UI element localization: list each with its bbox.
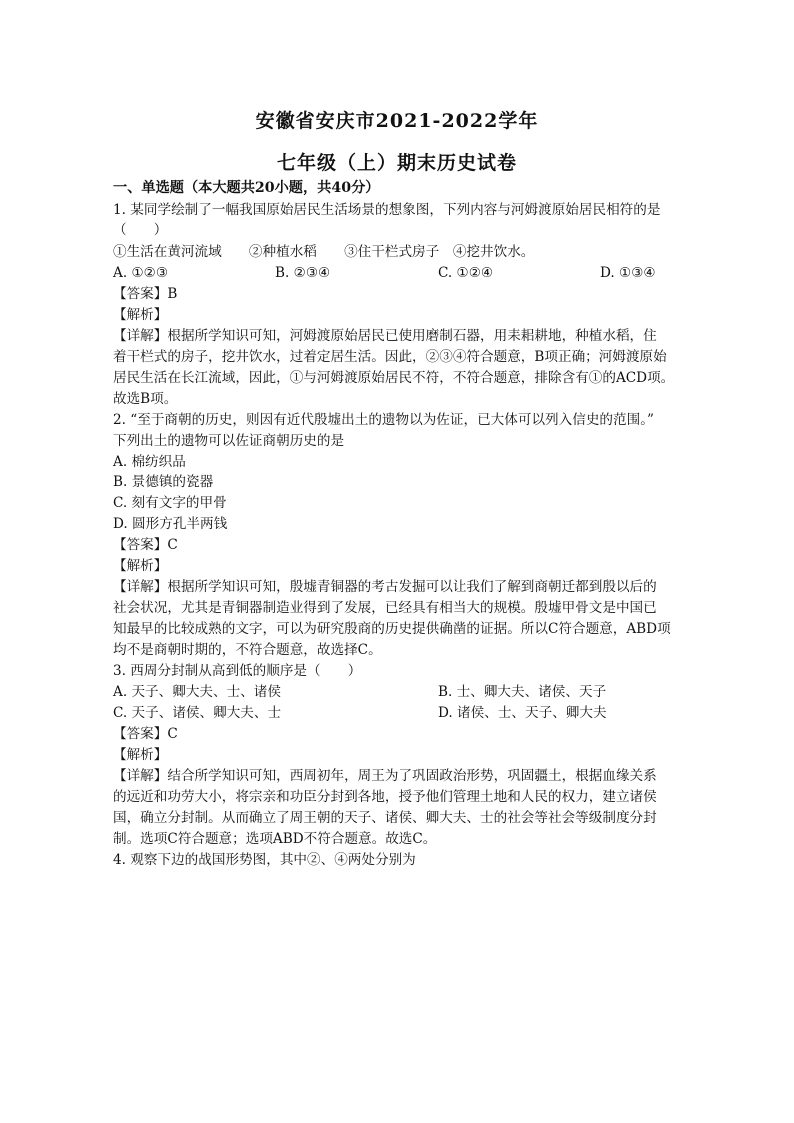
q2-stem: 2. “至于商朝的历史，则因有近代殷墟出土的遗物以为佐证，已大体可以列入信史的范围。” (113, 412, 654, 428)
exam-title-line2: 七年级（上）期末历史试卷 (276, 152, 517, 174)
q1-detail-tag: 【详解】 (113, 328, 168, 344)
q3-option-b: B. 士、卿大夫、诸侯、天子 (438, 684, 607, 700)
q2-option-c: C. 刻有文字的甲骨 (113, 495, 227, 511)
q1-option-c: C. ①②④ (438, 265, 494, 281)
q3-analysis-label: 【解析】 (113, 747, 168, 763)
q2-analysis-label: 【解析】 (113, 558, 168, 574)
q1-detail-text: 根据所学知识可知，河姆渡原始居民已使用磨制石器，用耒耜耕地，种植水稻，住 (167, 328, 657, 344)
q2-stem-line2: 下列出土的遗物可以佐证商朝历史的是 (113, 433, 345, 449)
q3-detail-tag: 【详解】 (113, 768, 168, 784)
exam-title-line1: 安徽省安庆市2021-2022学年 (255, 110, 539, 132)
q2-detail-line4: 均不是商朝时期的，不符合题意，故选择C。 (113, 642, 382, 658)
q4-stem: 4. 观察下边的战国形势图，其中②、④两处分别为 (113, 852, 416, 868)
q3-detail-line1 (113, 766, 657, 786)
q2-detail-line1 (113, 577, 657, 597)
q3-option-c: C. 天子、诸侯、卿大夫、士 (113, 705, 282, 721)
q2-detail-text: 根据所学知识可知，殷墟青铜器的考古发掘可以让我们了解到商朝迁都到殷以后的 (167, 579, 657, 595)
q1-stem: 1. 某同学绘制了一幅我国原始居民生活场景的想象图，下列内容与河姆渡原始居民相符的是 (113, 202, 661, 218)
q1-items: ①生活在黄河流域 ②种植水稻 ③住干栏式房子 ④挖井饮水。 (113, 244, 535, 260)
q3-option-a: A. 天子、卿大夫、士、诸侯 (113, 684, 281, 700)
q3-detail-line3: 国，确立分封制。从而确立了周王朝的天子、诸侯、卿大夫、士的社会等社会等级制度分封 (113, 810, 657, 826)
q3-answer: 【答案】C (113, 726, 178, 742)
q1-detail-line3: 居民生活在长江流域，因此，①与河姆渡原始居民不符，不符合题意，排除含有①的ACD项。 (113, 370, 675, 386)
q1-analysis-label: 【解析】 (113, 307, 168, 323)
section-heading: 一、单选题（本大题共20小题，共40分） (113, 180, 380, 196)
q2-option-b: B. 景德镇的瓷器 (113, 474, 214, 490)
q3-detail-line2: 的远近和功劳大小，将宗亲和功臣分封到各地，授予他们管理土地和人民的权力，建立诸侯 (113, 789, 657, 805)
q3-stem: 3. 西周分封制从高到低的顺序是（ ） (113, 663, 362, 679)
q1-option-d: D. ①③④ (600, 265, 656, 281)
q2-detail-line2: 社会状况，尤其是青铜器制造业得到了发展，已经具有相当大的规模。殷墟甲骨文是中国已 (113, 600, 657, 616)
q2-answer: 【答案】C (113, 537, 178, 553)
q1-detail-line1 (113, 326, 657, 346)
q3-option-d: D. 诸侯、士、天子、卿大夫 (438, 705, 607, 721)
q3-detail-text: 结合所学知识可知，西周初年，周王为了巩固政治形势，巩固疆土，根据血缘关系 (167, 768, 657, 784)
q1-stem-bracket: （ ） (113, 222, 168, 238)
q1-detail-line4: 故选B项。 (113, 391, 178, 407)
q3-detail-line4: 制。选项C符合题意；选项ABD不符合题意。故选C。 (113, 831, 437, 847)
q2-option-a: A. 棉纺织品 (113, 454, 186, 470)
q2-detail-line3: 知最早的比较成熟的文字，可以为研究殷商的历史提供确凿的证据。所以C符合题意，ABD项 (113, 621, 671, 637)
q2-detail-tag: 【详解】 (113, 579, 168, 595)
q1-option-a: A. ①②③ (113, 265, 169, 281)
q1-detail-line2: 着干栏式的房子，挖井饮水，过着定居生活。因此，②③④符合题意，B项正确；河姆渡原始 (113, 349, 667, 365)
q2-option-d: D. 圆形方孔半两钱 (113, 516, 228, 532)
q1-answer: 【答案】B (113, 286, 178, 302)
q1-option-b: B. ②③④ (275, 265, 331, 281)
